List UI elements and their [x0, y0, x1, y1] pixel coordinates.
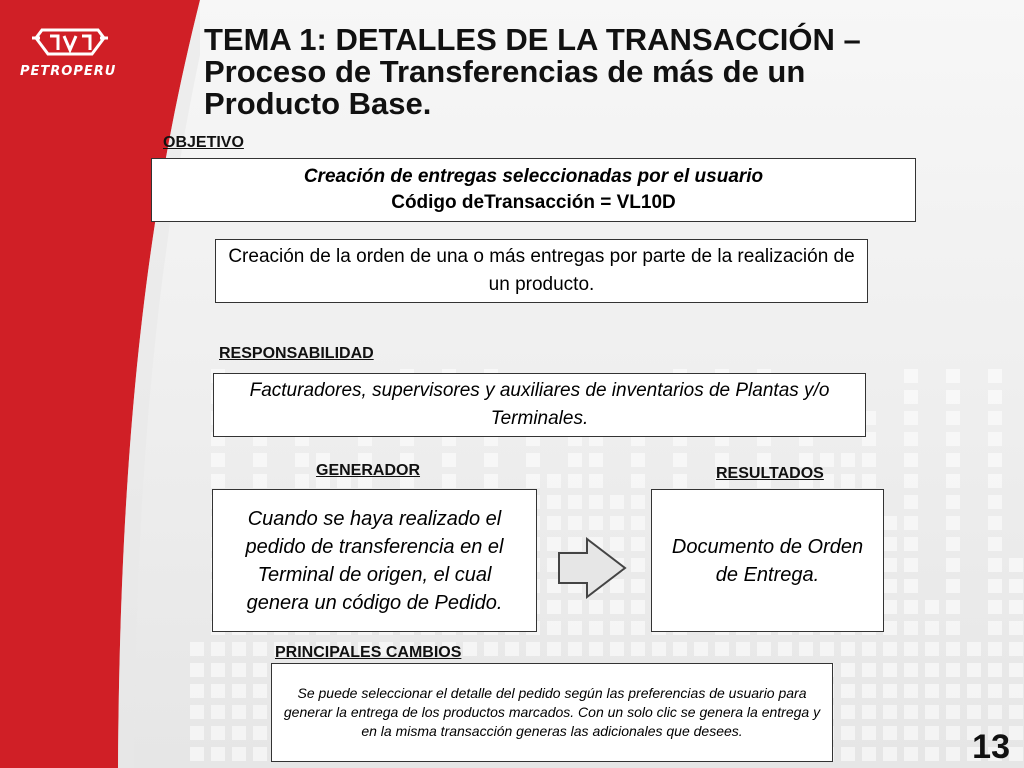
- background-square: [862, 705, 876, 719]
- background-square: [211, 684, 225, 698]
- background-square: [589, 642, 603, 656]
- background-square: [631, 579, 645, 593]
- background-square: [211, 474, 225, 488]
- principales-cambios-box: [271, 663, 833, 762]
- background-square: [568, 453, 582, 467]
- background-square: [526, 474, 540, 488]
- background-square: [253, 474, 267, 488]
- background-square: [610, 621, 624, 635]
- background-square: [862, 684, 876, 698]
- background-square: [883, 684, 897, 698]
- background-square: [673, 453, 687, 467]
- background-square: [904, 621, 918, 635]
- background-square: [841, 705, 855, 719]
- background-square: [904, 516, 918, 530]
- resultados-text: Documento de Orden de Entrega.: [671, 535, 864, 586]
- background-square: [1009, 747, 1023, 761]
- background-square: [904, 747, 918, 761]
- background-square: [988, 642, 1002, 656]
- background-square: [862, 453, 876, 467]
- background-square: [904, 390, 918, 404]
- background-square: [1009, 663, 1023, 677]
- background-square: [841, 747, 855, 761]
- background-square: [841, 684, 855, 698]
- objetivo-description-box: [215, 239, 868, 303]
- background-square: [463, 642, 477, 656]
- background-square: [547, 516, 561, 530]
- background-square: [925, 726, 939, 740]
- title-line-3: Producto Base.: [204, 86, 432, 121]
- background-square: [1009, 621, 1023, 635]
- background-square: [673, 642, 687, 656]
- objetivo-label: OBJETIVO: [163, 134, 244, 151]
- background-square: [946, 600, 960, 614]
- background-square: [211, 747, 225, 761]
- background-square: [547, 642, 561, 656]
- background-square: [988, 600, 1002, 614]
- background-square: [631, 558, 645, 572]
- background-square: [631, 453, 645, 467]
- background-square: [1009, 600, 1023, 614]
- background-square: [883, 558, 897, 572]
- background-square: [1009, 684, 1023, 698]
- background-square: [883, 642, 897, 656]
- background-square: [988, 579, 1002, 593]
- background-square: [610, 495, 624, 509]
- background-square: [946, 411, 960, 425]
- background-square: [589, 621, 603, 635]
- background-square: [1009, 726, 1023, 740]
- background-square: [904, 474, 918, 488]
- background-square: [484, 474, 498, 488]
- background-square: [841, 726, 855, 740]
- background-square: [967, 642, 981, 656]
- background-square: [904, 579, 918, 593]
- background-square: [988, 390, 1002, 404]
- background-square: [253, 663, 267, 677]
- resultados-label: RESULTADOS: [716, 465, 824, 482]
- background-square: [253, 705, 267, 719]
- background-square: [841, 474, 855, 488]
- background-square: [883, 516, 897, 530]
- background-square: [253, 726, 267, 740]
- background-square: [946, 390, 960, 404]
- background-square: [904, 663, 918, 677]
- background-square: [946, 474, 960, 488]
- background-square: [568, 495, 582, 509]
- background-square: [253, 747, 267, 761]
- background-square: [967, 705, 981, 719]
- background-square: [211, 642, 225, 656]
- background-square: [988, 516, 1002, 530]
- background-square: [946, 642, 960, 656]
- background-square: [883, 663, 897, 677]
- background-square: [715, 642, 729, 656]
- background-square: [232, 747, 246, 761]
- background-square: [946, 432, 960, 446]
- objetivo-line-2: Código deTransacción = VL10D: [391, 192, 676, 213]
- objetivo-box: [151, 158, 916, 222]
- background-square: [904, 495, 918, 509]
- objetivo-description: Creación de la orden de una o más entregas por parte de la realización de un producto.: [228, 246, 855, 295]
- background-square: [904, 642, 918, 656]
- title-line-1: TEMA 1: DETALLES DE LA TRANSACCIÓN –: [204, 22, 861, 57]
- background-square: [904, 558, 918, 572]
- background-square: [631, 516, 645, 530]
- background-square: [862, 663, 876, 677]
- background-square: [988, 663, 1002, 677]
- background-square: [232, 705, 246, 719]
- background-square: [988, 474, 1002, 488]
- generador-text: Cuando se haya realizado el pedido de transferencia en el Terminal de origen, el cual genera un código de Pedido.: [245, 507, 504, 614]
- background-square: [988, 621, 1002, 635]
- title-line-2: Proceso de Transferencias de más de un: [204, 54, 806, 89]
- background-square: [862, 642, 876, 656]
- background-square: [820, 642, 834, 656]
- background-square: [211, 663, 225, 677]
- background-square: [1009, 558, 1023, 572]
- background-square: [862, 474, 876, 488]
- background-square: [925, 663, 939, 677]
- background-square: [694, 642, 708, 656]
- resultados-box: [651, 489, 884, 632]
- background-square: [904, 369, 918, 383]
- background-square: [211, 453, 225, 467]
- background-square: [925, 642, 939, 656]
- background-square: [232, 684, 246, 698]
- background-square: [904, 684, 918, 698]
- background-square: [925, 600, 939, 614]
- background-square: [211, 726, 225, 740]
- background-square: [1009, 579, 1023, 593]
- background-square: [631, 474, 645, 488]
- background-square: [988, 495, 1002, 509]
- background-square: [652, 642, 666, 656]
- responsabilidad-box: [213, 373, 866, 437]
- red-side-band: [0, 0, 200, 768]
- background-square: [883, 537, 897, 551]
- background-square: [925, 684, 939, 698]
- background-square: [295, 474, 309, 488]
- background-square: [988, 411, 1002, 425]
- background-square: [904, 432, 918, 446]
- right-arrow-icon: [557, 537, 627, 599]
- background-square: [946, 747, 960, 761]
- background-square: [904, 453, 918, 467]
- background-square: [631, 621, 645, 635]
- background-square: [883, 726, 897, 740]
- background-square: [988, 558, 1002, 572]
- background-square: [862, 726, 876, 740]
- background-square: [799, 642, 813, 656]
- background-square: [904, 726, 918, 740]
- background-square: [967, 684, 981, 698]
- background-square: [946, 369, 960, 383]
- background-square: [589, 474, 603, 488]
- background-square: [1009, 705, 1023, 719]
- background-square: [568, 621, 582, 635]
- background-square: [925, 621, 939, 635]
- background-square: [841, 642, 855, 656]
- background-square: [442, 453, 456, 467]
- background-square: [904, 705, 918, 719]
- background-square: [442, 474, 456, 488]
- background-square: [589, 600, 603, 614]
- background-square: [547, 621, 561, 635]
- background-square: [904, 600, 918, 614]
- background-square: [631, 600, 645, 614]
- background-square: [883, 747, 897, 761]
- background-square: [946, 453, 960, 467]
- background-square: [610, 600, 624, 614]
- background-square: [610, 642, 624, 656]
- background-square: [967, 663, 981, 677]
- background-square: [883, 705, 897, 719]
- background-square: [1009, 642, 1023, 656]
- background-square: [904, 411, 918, 425]
- background-square: [988, 705, 1002, 719]
- background-square: [547, 474, 561, 488]
- background-square: [988, 369, 1002, 383]
- background-square: [883, 579, 897, 593]
- page-title: [204, 24, 984, 120]
- background-square: [673, 474, 687, 488]
- background-square: [946, 726, 960, 740]
- background-square: [568, 516, 582, 530]
- background-square: [253, 642, 267, 656]
- background-square: [568, 642, 582, 656]
- background-square: [757, 642, 771, 656]
- responsabilidad-label: RESPONSABILIDAD: [219, 345, 374, 362]
- background-square: [841, 663, 855, 677]
- background-square: [211, 705, 225, 719]
- background-square: [505, 642, 519, 656]
- background-square: [631, 537, 645, 551]
- background-square: [568, 600, 582, 614]
- background-square: [232, 642, 246, 656]
- background-square: [988, 432, 1002, 446]
- background-square: [253, 684, 267, 698]
- background-square: [946, 705, 960, 719]
- background-square: [988, 684, 1002, 698]
- background-square: [295, 453, 309, 467]
- background-square: [568, 474, 582, 488]
- principales-cambios-text: Se puede seleccionar el detalle del pedido según las preferencias de usuario para generar la entrega de los productos marcados. Con un solo clic se genera la entrega y en la misma transacción generas las adicionales que desees.: [283, 685, 821, 739]
- background-square: [484, 453, 498, 467]
- brand-name: PETROPERU: [20, 64, 117, 79]
- background-square: [631, 495, 645, 509]
- background-square: [946, 663, 960, 677]
- background-square: [589, 495, 603, 509]
- background-square: [631, 642, 645, 656]
- background-square: [946, 495, 960, 509]
- background-square: [526, 642, 540, 656]
- background-square: [946, 684, 960, 698]
- background-square: [946, 558, 960, 572]
- background-square: [946, 621, 960, 635]
- background-square: [925, 747, 939, 761]
- background-square: [946, 537, 960, 551]
- background-square: [589, 516, 603, 530]
- background-square: [232, 663, 246, 677]
- background-square: [988, 453, 1002, 467]
- objetivo-line-1: Creación de entregas seleccionadas por el usuario: [303, 166, 764, 187]
- background-square: [925, 705, 939, 719]
- generador-label: GENERADOR: [316, 462, 421, 479]
- background-square: [736, 642, 750, 656]
- background-square: [904, 537, 918, 551]
- background-square: [610, 516, 624, 530]
- background-square: [547, 600, 561, 614]
- background-square: [547, 495, 561, 509]
- generador-box: [212, 489, 537, 632]
- background-square: [253, 453, 267, 467]
- background-square: [883, 600, 897, 614]
- background-square: [862, 747, 876, 761]
- background-square: [778, 642, 792, 656]
- background-square: [946, 579, 960, 593]
- background-square: [883, 621, 897, 635]
- background-square: [526, 453, 540, 467]
- background-square: [232, 726, 246, 740]
- background-square: [484, 642, 498, 656]
- background-square: [946, 516, 960, 530]
- background-square: [988, 537, 1002, 551]
- page-number: 13: [972, 728, 1010, 766]
- background-square: [841, 453, 855, 467]
- background-square: [589, 453, 603, 467]
- principales-cambios-label: PRINCIPALES CAMBIOS: [275, 644, 462, 661]
- responsabilidad-text: Facturadores, supervisores y auxiliares de inventarios de Plantas y/o Terminales.: [249, 380, 830, 429]
